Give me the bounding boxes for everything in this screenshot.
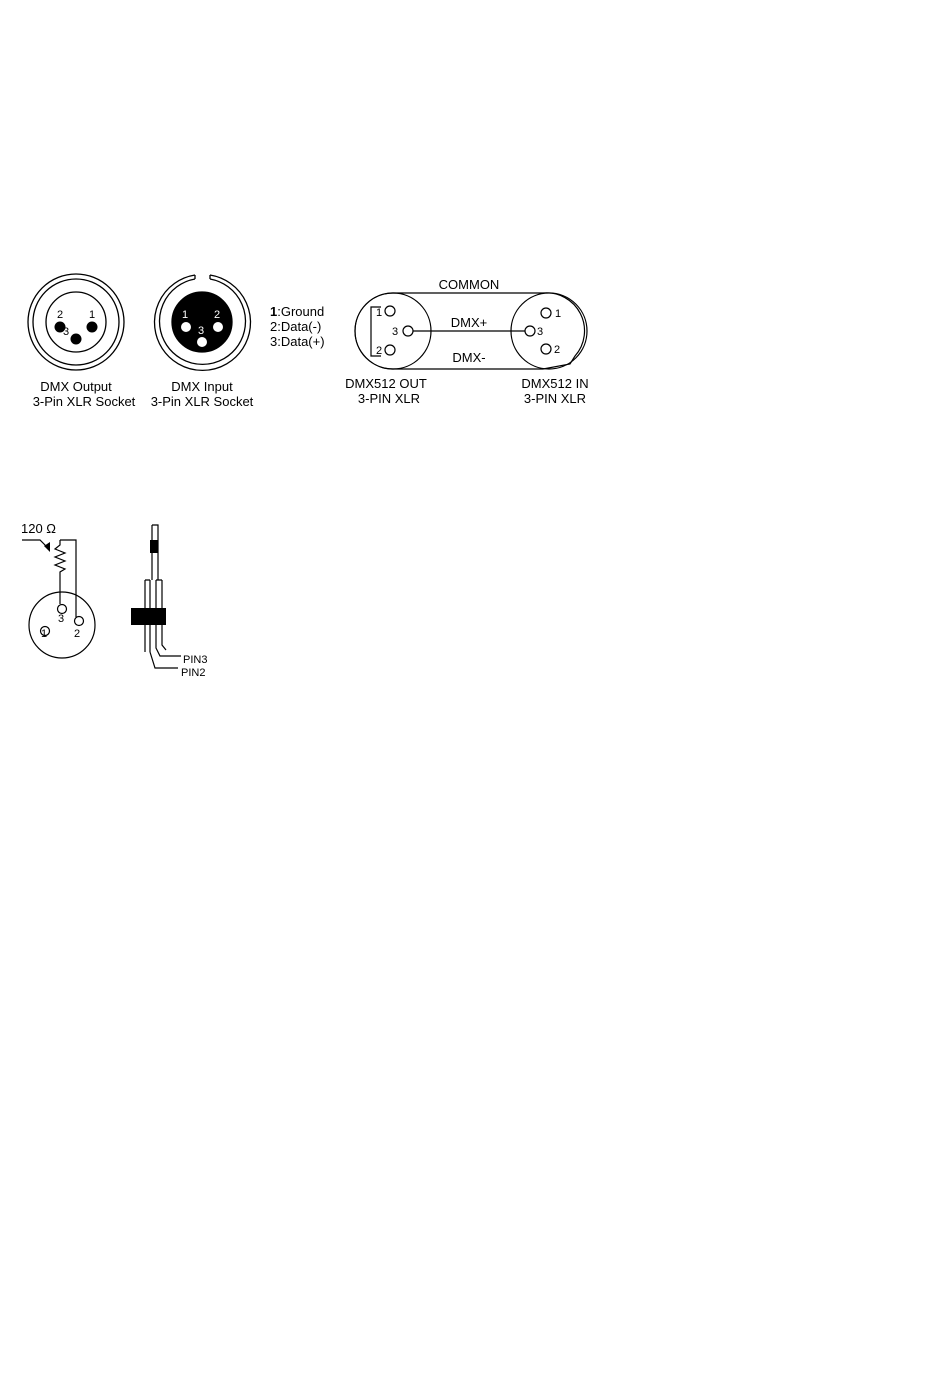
input-pin-3-dot: [197, 337, 207, 347]
output-pin-2-label: 2: [57, 309, 64, 321]
resistor-label: 120 Ω: [21, 521, 57, 536]
output-pin-1-dot: [87, 322, 98, 333]
resistor-arrow-head: [44, 542, 50, 552]
output-pin-1-label: 1: [89, 309, 96, 321]
pin-legend: [270, 304, 325, 349]
output-pin-3-label: 3: [63, 326, 70, 338]
term-pin-2-label: 2: [74, 628, 81, 640]
dmx-plus-label: DMX+: [450, 315, 488, 330]
pin-legend-3: 3:Data(+): [270, 334, 325, 349]
out-pin-2-label: 2: [376, 345, 383, 357]
in-plug-caption-line2: 3-PIN XLR: [523, 391, 587, 406]
in-pin-1: [541, 308, 551, 318]
term-pin-3-label: 3: [58, 613, 65, 625]
common-label: COMMON: [438, 277, 500, 292]
input-pin-1-dot: [181, 322, 191, 332]
heat-shrink-band: [131, 608, 166, 625]
out-pin-1-label: 1: [376, 307, 383, 319]
input-caption-line1: DMX Input: [171, 379, 233, 394]
in-pin-1-label: 1: [555, 308, 562, 320]
dmx-output-socket: [28, 274, 124, 370]
output-pin-3-dot: [71, 334, 82, 345]
term-pin-2: [75, 617, 84, 626]
input-pin-2-label: 2: [214, 309, 221, 321]
in-pin-3: [525, 326, 535, 336]
pin-legend-1: 1:Ground: [270, 304, 325, 319]
out-plug-caption-line2: 3-PIN XLR: [357, 391, 421, 406]
dmx-input-socket: [154, 275, 250, 370]
term-pin-1-label: 1: [41, 628, 48, 640]
out-pin-2: [385, 345, 395, 355]
input-caption-line2: 3-Pin XLR Socket: [150, 394, 254, 409]
pin-legend-2: 2:Data(-): [270, 319, 322, 334]
cable-side-view: [131, 525, 181, 668]
out-plug-caption-line1: DMX512 OUT: [345, 376, 427, 391]
pin2-label: PIN2: [181, 667, 206, 679]
out-pin-3: [403, 326, 413, 336]
resistor-body: [150, 540, 158, 553]
in-pin-2: [541, 344, 551, 354]
pin3-label: PIN3: [183, 654, 208, 666]
in-pin-3-label: 3: [537, 326, 544, 338]
output-caption-line2: 3-Pin XLR Socket: [32, 394, 136, 409]
wire-pin2-lead: [150, 652, 178, 668]
input-pin-2-dot: [213, 322, 223, 332]
resistor-arrow-line: [22, 540, 48, 548]
out-pin-3-label: 3: [392, 326, 399, 338]
in-pin-2-label: 2: [554, 344, 561, 356]
input-pin-1-label: 1: [182, 309, 189, 321]
resistor-zigzag: [55, 540, 65, 604]
dmx-minus-label: DMX-: [452, 350, 486, 365]
out-pin-1: [385, 306, 395, 316]
terminator-connector: [22, 540, 95, 658]
output-caption-line1: DMX Output: [40, 379, 112, 394]
input-pin-3-label: 3: [198, 325, 205, 337]
in-plug-caption-line1: DMX512 IN: [521, 376, 589, 391]
